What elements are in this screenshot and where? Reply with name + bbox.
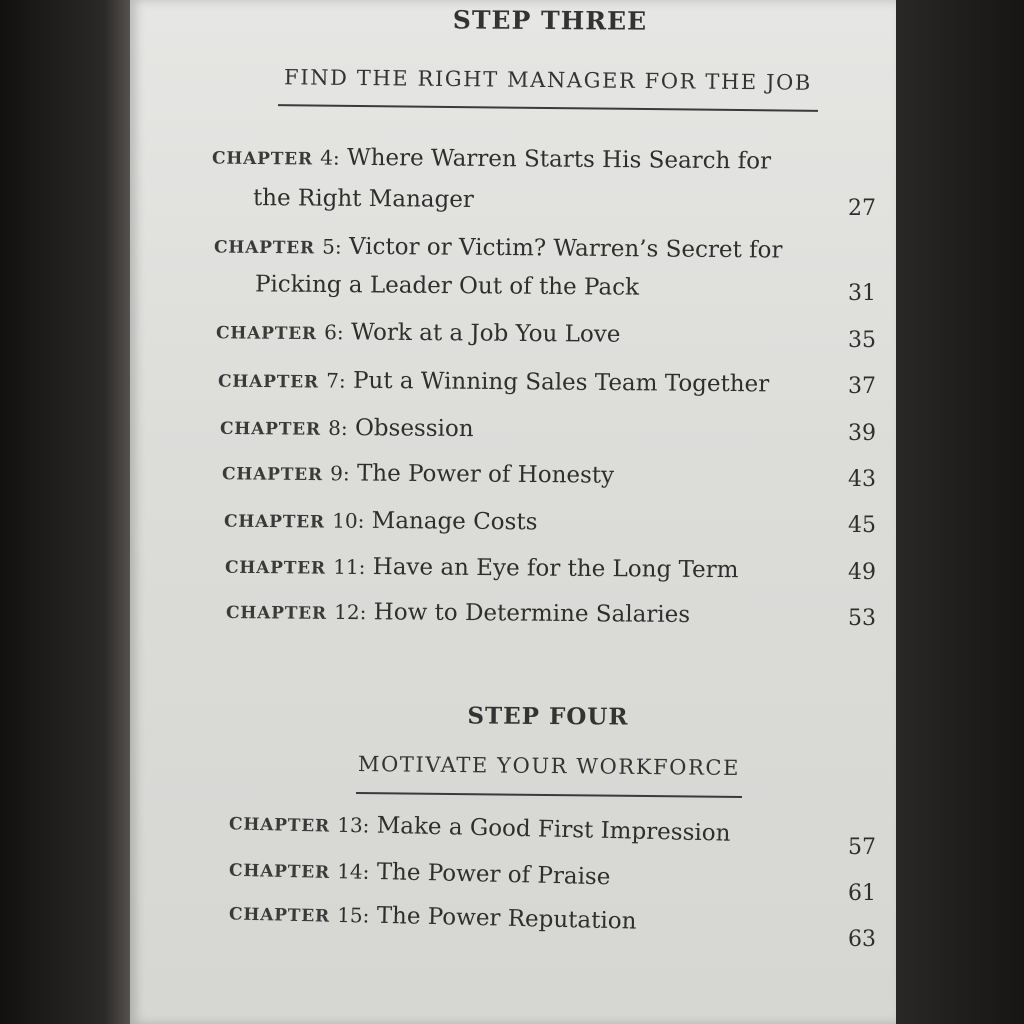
page-number: 39	[848, 421, 876, 446]
toc-entry-chapter-15	[229, 899, 637, 934]
toc-entry-chapter-4-continued	[253, 185, 474, 213]
toc-entry-chapter-4	[212, 144, 771, 175]
chapter-label: CHAPTER	[228, 904, 331, 927]
chapter-number: 9:	[330, 461, 350, 486]
step-three-heading: STEP THREE	[452, 5, 648, 36]
chapter-label: CHAPTER	[223, 511, 325, 533]
page-number: 43	[848, 467, 876, 492]
chapter-label: CHAPTER	[213, 237, 315, 259]
step-three-title: FIND THE RIGHT MANAGER FOR THE JOB	[283, 65, 813, 95]
chapter-title: Obsession	[354, 415, 474, 443]
chapter-title-continued: the Right Manager	[252, 185, 474, 213]
chapter-number: 5:	[322, 234, 342, 259]
chapter-label: CHAPTER	[228, 814, 331, 837]
page-number: 27	[848, 196, 876, 221]
chapter-label: CHAPTER	[219, 418, 321, 440]
chapter-title: Make a Good First Impression	[376, 812, 731, 847]
toc-entry-chapter-13	[229, 809, 731, 846]
chapter-title: The Power of Honesty	[356, 460, 615, 489]
page-number: 37	[848, 374, 876, 399]
page-number: 35	[848, 328, 876, 353]
toc-entry-chapter-14	[229, 856, 611, 891]
toc-entry-chapter-9	[222, 459, 614, 488]
page-number: 49	[848, 560, 876, 585]
chapter-number: 10:	[332, 508, 365, 533]
background-shadow	[896, 0, 1024, 1024]
chapter-number: 12:	[334, 599, 367, 625]
chapter-label: CHAPTER	[225, 602, 327, 624]
chapter-title: Work at a Job You Love	[350, 319, 621, 348]
chapter-label: CHAPTER	[224, 557, 326, 579]
step-four-rule	[356, 792, 742, 798]
chapter-number: 11:	[333, 554, 366, 579]
chapter-number: 4:	[320, 145, 340, 170]
step-four-title: MOTIVATE YOUR WORKFORCE	[357, 751, 741, 781]
chapter-title: The Power Reputation	[376, 902, 637, 935]
chapter-title: The Power of Praise	[376, 859, 611, 891]
toc-entry-chapter-7	[218, 367, 769, 398]
chapter-number: 7:	[326, 368, 346, 393]
page-number: 31	[848, 281, 876, 306]
page-number: 57	[848, 835, 876, 860]
chapter-number: 14:	[336, 859, 370, 884]
page-number: 63	[848, 927, 876, 952]
chapter-number: 8:	[328, 415, 348, 441]
step-three-rule	[278, 104, 818, 112]
chapter-title: Manage Costs	[371, 507, 538, 536]
chapter-title: Have an Eye for the Long Term	[372, 554, 739, 584]
book-spine-shadow	[0, 0, 130, 1024]
page-number: 61	[848, 881, 876, 906]
chapter-label: CHAPTER	[211, 148, 313, 170]
step-four-heading: STEP FOUR	[467, 702, 629, 731]
chapter-label: CHAPTER	[221, 464, 323, 486]
toc-entry-chapter-12	[226, 598, 690, 628]
chapter-title: Where Warren Starts His Search for	[346, 144, 772, 175]
page-number: 53	[848, 606, 876, 631]
toc-entry-chapter-8	[220, 414, 474, 442]
chapter-title: Put a Winning Sales Team Together	[352, 367, 770, 398]
chapter-number: 15:	[336, 902, 370, 928]
toc-entry-chapter-5-continued	[255, 271, 639, 300]
chapter-title: How to Determine Salaries	[373, 599, 691, 629]
chapter-label: CHAPTER	[215, 323, 317, 345]
toc-entry-chapter-10	[224, 507, 538, 536]
chapter-label: CHAPTER	[228, 860, 331, 883]
chapter-label: CHAPTER	[217, 371, 319, 393]
chapter-number: 13:	[336, 812, 370, 838]
toc-entry-chapter-11	[225, 553, 739, 583]
chapter-title-continued: Picking a Leader Out of the Pack	[254, 271, 640, 301]
chapter-number: 6:	[324, 320, 344, 345]
toc-entry-chapter-6	[216, 318, 621, 348]
page-number: 45	[848, 513, 876, 538]
table-of-contents-page	[130, 0, 896, 1024]
toc-entry-chapter-5	[214, 233, 783, 264]
chapter-title: Victor or Victim? Warren’s Secret for	[348, 233, 783, 264]
